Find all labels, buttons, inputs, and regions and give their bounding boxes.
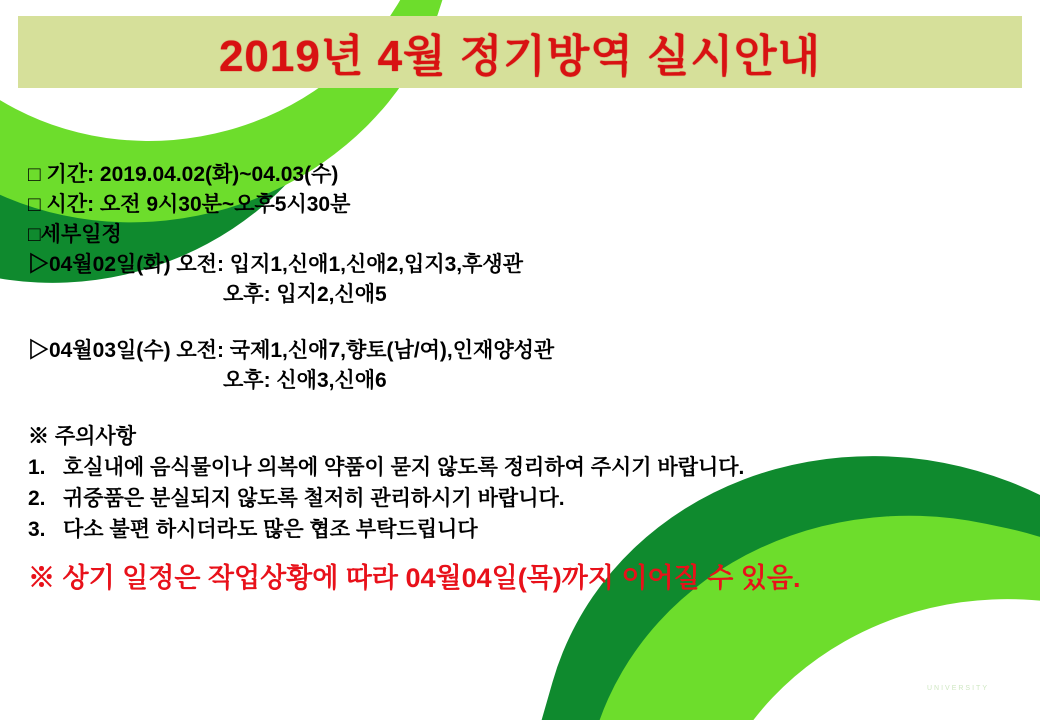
body-content [28,160,1018,595]
notice-item-1: 1. 호실내에 음식물이나 의복에 약품이 묻지 않도록 정리하여 주시기 바랍니다. [28,456,745,479]
circle-mark-icon [937,622,979,664]
schedule-spacer [28,310,1018,336]
notice-header: ※ 주의사항 [28,425,136,448]
detail-schedule-header: □세부일정 [28,223,122,246]
day2-afternoon-line: 오후: 신애3,신애6 [223,369,387,392]
day2-morning-line: ▷04월03일(수) 오전: 국제1,신애7,향토(남/여),인재양성관 [28,339,555,362]
period-line: □ 기간: 2019.04.02(화)~04.03(수) [28,163,339,186]
day1-morning-line: ▷04월02일(화) 오전: 입지1,신애1,신애2,입지3,후생관 [28,253,523,276]
logo-subtitle: UNIVERSITY [926,685,989,692]
time-line: □ 시간: 오전 9시30분~오후5시30분 [28,193,351,216]
notice-item-2: 2. 귀중품은 분실되지 않도록 철저히 관리하시기 바랍니다. [28,487,565,510]
university-logo [910,622,1006,692]
logo-name: DAEGU [928,668,988,685]
schedule-extension-warning: ※ 상기 일정은 작업상황에 따라 04월04일(목)까지 이어질 수 있음. [28,563,801,593]
page-title: 2019년 4월 정기방역 실시안내 [218,32,822,81]
notice-item-3: 3. 다소 불편 하시더라도 많은 협조 부탁드립니다 [28,518,478,541]
notice-spacer [28,396,1018,422]
title-band [18,16,1022,88]
day1-afternoon-line: 오후: 입지2,신애5 [223,283,387,306]
